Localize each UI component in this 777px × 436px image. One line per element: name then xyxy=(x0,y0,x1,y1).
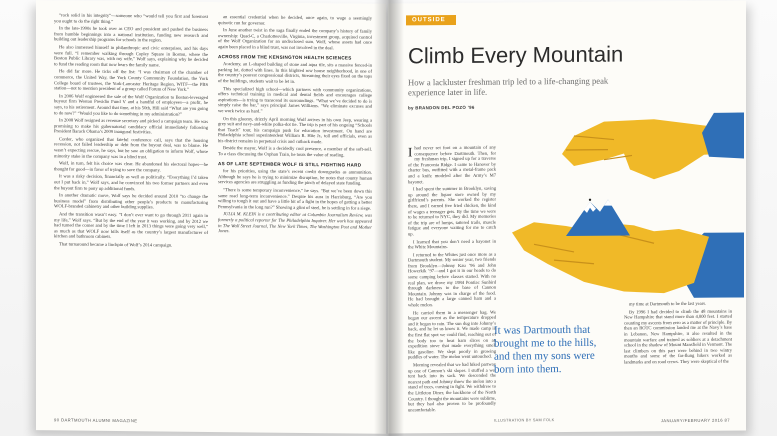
lead-text: had never set foot on a mountain of any consequence before Dartmouth. Then, for my freshman trip, I signed up for a traverse of the Franconia Ridge. I came to Hanover by charter bus, outfitted with a metal-frame pack and a knife modeled after the Army’s M7 bayonet. xyxy=(408,144,496,184)
left-column-2 xyxy=(218,14,372,412)
paragraph: I had spent the summer in Brooklyn, saving up around the liquor store owned by my girlfriend’s parents. She worked the register there, and I earned free fried chicken, the kind of wages a teenager gets. By the time we were to be returned to NYC, they did. My memories of the trip are of lumps, tattered trails, muscle fatigue and everyone waiting for me to catch up. xyxy=(408,185,496,237)
mountain-icon xyxy=(566,199,630,236)
paragraph: Beside the mayor, Wolf is a decidedly cool presence, a member of the soft-sell. To a class discussing the Orphan Train, he touts the value of reading. xyxy=(218,145,372,158)
paragraph: He also immersed himself in philanthropic and civic enterprises, and his days were full. “I remember walking through Copley Square in Boston, where the Boston Public Library was, with my wife,” Wolf says, explaining why he decided to fund the reading room that now bears the family name. xyxy=(54,44,208,68)
paragraph: In June another twist in the saga finally ended the company’s history of family ownership: Quad-C, a Charlottesville, Virginia, investment group, acquired control of the Wolf Organization for an undisclosed sum. Wolf, whose assets had once again been placed in a blind trust, was not involved in the deal. xyxy=(218,27,372,51)
section-subhead: ACROSS FROM THE KENSINGTON HEALTH SCIENCES xyxy=(218,53,352,61)
left-folio: 90 DARTMOUTH ALUMNI MAGAZINE xyxy=(54,417,138,424)
paragraph: an essential credential when he decided, once again, to wage a seemingly quixotic run for governor. xyxy=(218,14,372,26)
right-column-2 xyxy=(624,301,732,367)
paragraph: my time at Dartmouth to be the last years. xyxy=(629,300,707,307)
byline: by BRANDON DEL POZO ’96 xyxy=(408,104,475,111)
section-subhead: AS OF LATE SEPTEMBER WOLF IS STILL FIGHTING HARD xyxy=(218,160,362,168)
author-note: JULIA M. KLEIN is a contributing editor at Columbia Journalism Review, was formerly a political reporter for The Philadelphia Inquirer. Her work has appeared in The Wall Street Journal, The New York Times, The Washington Post and Mother Jones. xyxy=(218,211,372,234)
paragraph-lead xyxy=(408,145,496,185)
section-tab: OUTSIDE xyxy=(406,15,456,25)
upper-sleeve xyxy=(702,112,744,158)
paragraph: On this gloomy, drizzly April morning Wolf arrives in his own Jeep, wearing a grey suit and navy-and-white polka-dot tie. The trip is part of his ongoing “Schools that Teach” tour, his campaign push for education investment. On hand are Philadelphia school superintendent William R. Hite Jr., toll and officials, even as his district remains in perpetual crisis and cutback mode. xyxy=(218,115,372,145)
paragraph: Morning revealed that we had hiked partway up one of Cannon’s ski slopes. I stuffed a wet tent back into its sack. We descended the nearest path and Johnny threw the melon into a stand of trees, cursing in fight. We withdrew to the Littleton Diner, the backbone of the North Country. I thought the mountains were sublime, but they had also proven to be profoundly uncomfortable. xyxy=(408,361,496,413)
paragraph: In 2008 Wolf resigned as revenue secretary and picked a campaign team. He was promising to make his gubernatorial candidacy official immediately following President Barack Obama’s 2009 inaugural festivities. xyxy=(54,117,208,135)
left-column-1 xyxy=(54,12,208,410)
hands-mountain-illustration xyxy=(504,112,744,299)
drop-cap: I xyxy=(408,144,413,160)
paragraph: Corder, who organized that fateful conference call, says that the housing recession, not failed leadership or debt from the buyout deal, was to blame. He wasn’t expecting rescue, he says, but he saw an obligation to inform Wolf, whose minority stake in the company was in a blind trust. xyxy=(54,136,208,159)
article-deck: How a lackluster freshman trip led to a life-changing peak experience later in life. xyxy=(408,75,609,98)
left-page-columns xyxy=(54,12,372,411)
paragraph: for his priorities, using the state’s recent credit downgrades as ammunition. Although he says he is trying to minimize disruption, he notes that county human services agencies are struggling as funding the pinch of delayed state funding. xyxy=(218,168,372,187)
right-page xyxy=(388,0,746,433)
paragraph: In the late-1990s he took over as CEO and president and pushed the business from humble beginnings into a national institution, funding new research and building out leadership programs for schools in the region. xyxy=(54,25,208,43)
paragraph: It was a risky decision, financially as well as politically. “Everything I’d taken out I put back in,” Wolf says, and he convinced his two former partners and even the buyout firm to pony up additional funds. xyxy=(54,173,208,191)
paragraph: Wolf, in turn, felt his choice was clear. He abandoned his electoral hopes—he thought for good—in favor of trying to save the company. xyxy=(54,160,208,173)
paragraph: He carried them in a messenger bag. We began our ascent as the temperature dropped and it began to rain. The sun dug into Johnny’s back, and he let us know it. We made camp in the first flat spot we could find, reaching out of the body too to heat ham slices on an expedition stove that made everything smell like gasoline. We slept poorly in growing puddles of water. The melon went untouched. xyxy=(408,309,496,360)
illustration-credit: ILLUSTRATION BY SAM FOLK xyxy=(494,418,555,423)
paragraph: “There is some temporary inconvenience,” he says. “But we’ve been down this same road long-term inconvenience.” Despite his aura in Harrisburg, “Are you willing to tough it out and have a little bit of a fight in the hopes of getting a better Pennsylvania in the long run?” Showing a glint of steel, he is settling in for a siege. xyxy=(218,187,372,211)
paragraph: This specialized high school—which partners with community organizations, offers technical training in medical and dental fields and encourages college aspirations—is trying to transcend its surroundings. “What we’ve decided to do is simply raise the bar,” says principal James Williams. “We eliminate excuses and we work twice as hard.” xyxy=(218,85,372,114)
left-page xyxy=(36,0,386,434)
paragraph: In 2006 Wolf engineered the sale of the Wolf Organization to Boston-leveraged buyout firm Weston Presidio Fund V and a handful of employees—a profit, he says, to his retirement. Around that time, at his 50th, Hill said “What are you going to do now?” “Would you like to do something in my administration?” xyxy=(54,93,208,117)
paragraph: I returned to the Whites just once more as a Dartmouth student. My senior year, two friends from Brooklyn—Johnny Kau ’96 and John Howerkik ’97—and I got it in our heads to do some camping before classes started. With no real plan, we drove my 1984 Pontiac Sunbird through darkness to the base of Cannon Mountain. Johnny was in charge of the food. He had brought a large canned ham and a whole melon. xyxy=(408,251,496,308)
paragraph: He did far more. He ticks off the list: “I was chairman of the chamber of commerce, the United Way, the York County Community Foundation, the York College board of trustees, the York-Lancaster Heritage Region, WITF—the PBS station—not to mention president of a group called Forum of New York.” xyxy=(54,68,208,92)
paragraph: I learned that you don’t need a bayonet in the White Mountains. xyxy=(408,238,496,250)
paragraph: In another dramatic move, Wolf says he decided around 2010 “to change the business model” from distributing other people’s products to manufacturing WOLF-branded cabinetry and other building supplies. xyxy=(54,192,208,210)
paragraph: “rock solid in his integrity”—someone who “would tell you first and foremost you ought to do the right thing.” xyxy=(54,12,208,24)
pull-quote: It was Dartmouth that brought me to the hills, and then my sons were born into them. xyxy=(494,323,597,376)
right-folio: JANUARY/FEBRUARY 2016 87 xyxy=(660,417,730,424)
climber-icon xyxy=(589,199,591,201)
paragraph: That turnaround became a linchpin of Wolf’s 2014 campaign. xyxy=(59,241,173,248)
paragraph: Academy, an L-shaped building of stone and aqua tile, sits a massive fenced-in parking lot, dotted with lines. In this blighted row house neighborhood, in one of the country’s poorest congressional districts, Streaming their eyes fixed on the tops of the buildings, students wait to be let in. xyxy=(218,61,372,84)
right-column-1 xyxy=(408,145,496,415)
article-headline: Climb Every Mountain xyxy=(408,41,624,69)
paragraph: By 1996 I had decided to climb the 48 mountains in New Hampshire that stand more than 4,000 feet. I started counting my ascents from zero as a matter of principle. By then an ROTC commission landed me at the Navy’s base in Lebanon, New Hampshire, it also resulted in the mountain warfare and trained as soldiers at a detachment school in the shadow of Mount Mansfield in Vermont. The last climbers on this part were behind in two wintry months and some of the far-flung hikers worked as landmarks and on road crews. They were skeptical of the xyxy=(624,308,732,365)
paragraph: And the transition wasn’t easy. “I don’t ever want to go through 2011 again in my life,” Wolf says. “But by the end of the year it was working, and by 2012 we had turned the corner and by the time I left in 2013 things were going very well,” as much as that WOLF now bills itself as the country’s largest manufacturer of kitchen and bathroom cabinets. xyxy=(54,211,208,240)
